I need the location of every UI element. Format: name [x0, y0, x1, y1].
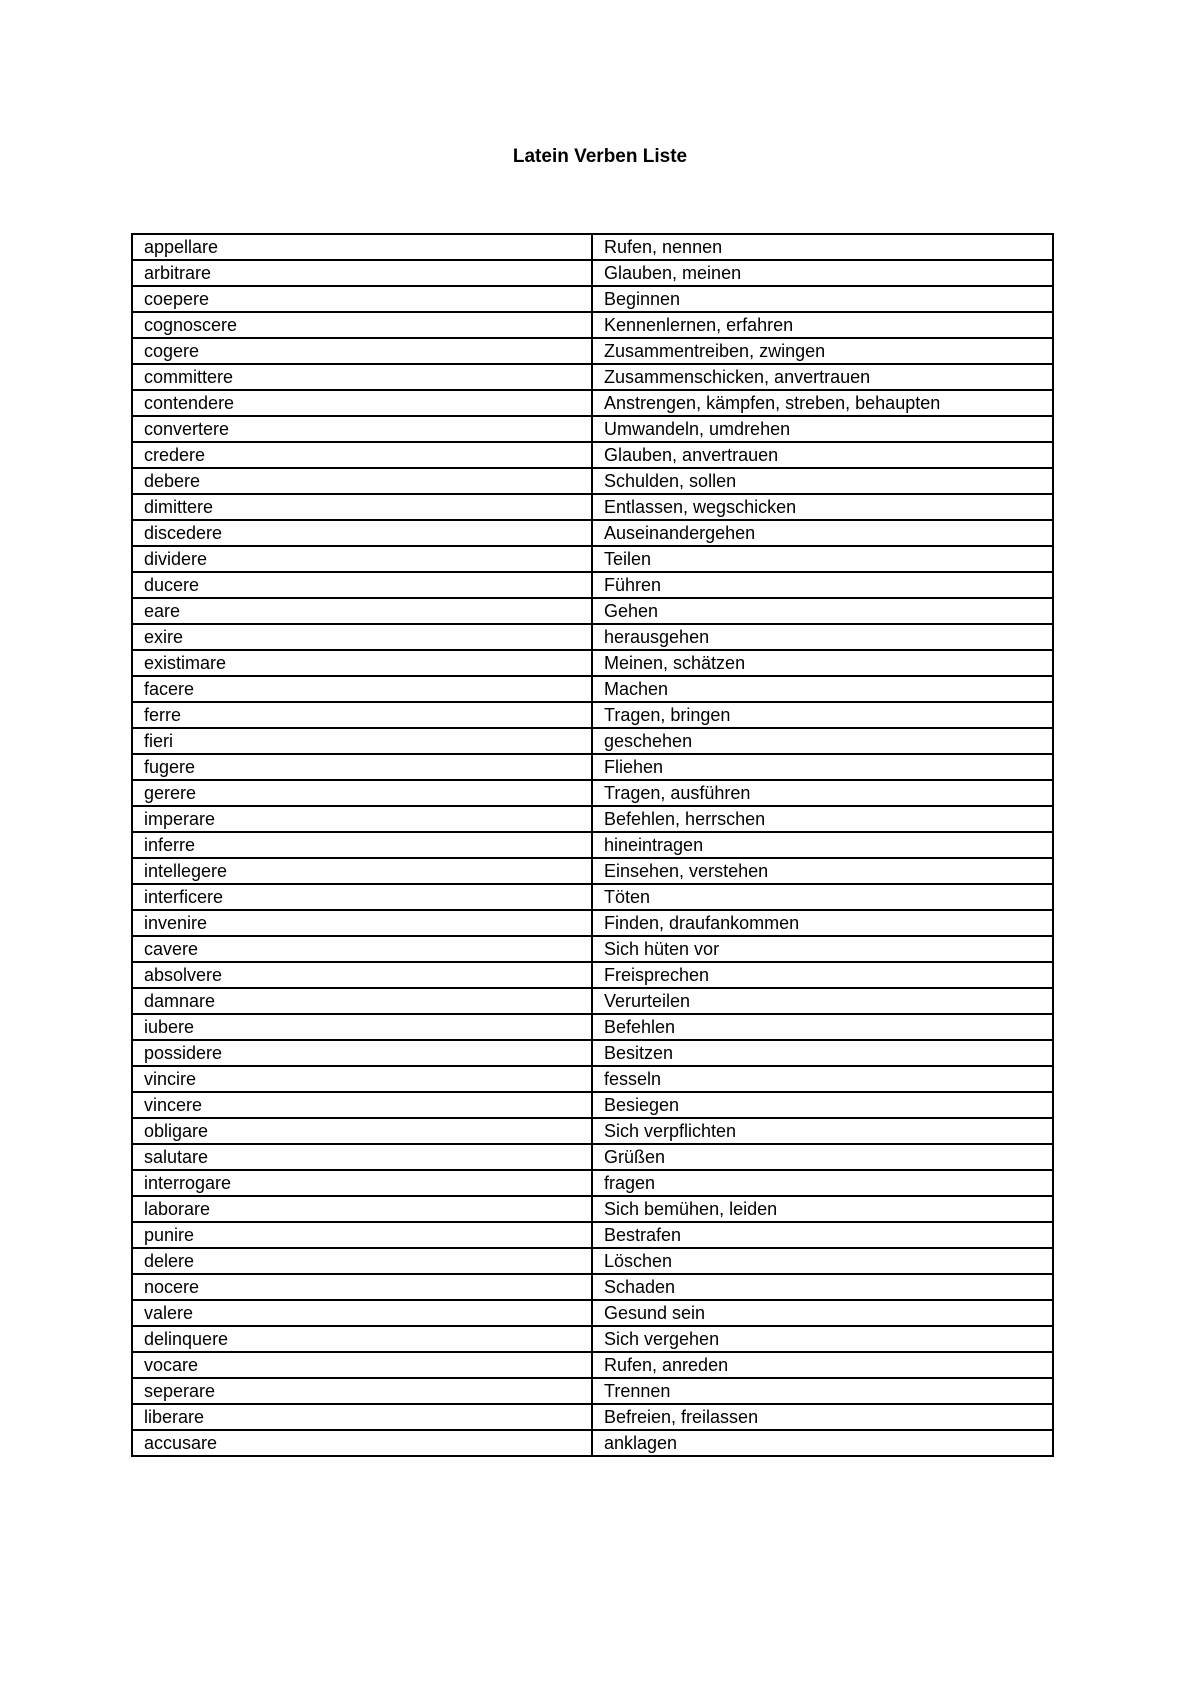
latin-verb-cell: exire	[132, 624, 592, 650]
table-row	[132, 728, 1053, 754]
table-row	[132, 338, 1053, 364]
german-translation-cell: Trennen	[592, 1378, 1053, 1404]
german-translation-cell: geschehen	[592, 728, 1053, 754]
german-translation-cell: Befehlen, herrschen	[592, 806, 1053, 832]
german-translation-cell: fesseln	[592, 1066, 1053, 1092]
latin-verb-cell: dividere	[132, 546, 592, 572]
german-translation-cell: Zusammenschicken, anvertrauen	[592, 364, 1053, 390]
latin-verb-cell: cognoscere	[132, 312, 592, 338]
german-translation-cell: Auseinandergehen	[592, 520, 1053, 546]
german-translation-cell: Sich bemühen, leiden	[592, 1196, 1053, 1222]
latin-verb-cell: nocere	[132, 1274, 592, 1300]
latin-verb-cell: interficere	[132, 884, 592, 910]
latin-verb-cell: coepere	[132, 286, 592, 312]
latin-verb-cell: discedere	[132, 520, 592, 546]
german-translation-cell: Verurteilen	[592, 988, 1053, 1014]
latin-verb-cell: cogere	[132, 338, 592, 364]
latin-verb-cell: accusare	[132, 1430, 592, 1456]
latin-verb-cell: ferre	[132, 702, 592, 728]
latin-verb-cell: salutare	[132, 1144, 592, 1170]
table-row	[132, 962, 1053, 988]
latin-verb-cell: intellegere	[132, 858, 592, 884]
german-translation-cell: Finden, draufankommen	[592, 910, 1053, 936]
latin-verb-cell: fieri	[132, 728, 592, 754]
latin-verb-cell: seperare	[132, 1378, 592, 1404]
german-translation-cell: Besitzen	[592, 1040, 1053, 1066]
table-row	[132, 884, 1053, 910]
table-row	[132, 1118, 1053, 1144]
german-translation-cell: Meinen, schätzen	[592, 650, 1053, 676]
latin-verb-cell: damnare	[132, 988, 592, 1014]
latin-verb-cell: appellare	[132, 234, 592, 260]
german-translation-cell: Tragen, ausführen	[592, 780, 1053, 806]
table-row	[132, 286, 1053, 312]
table-row	[132, 234, 1053, 260]
german-translation-cell: Kennenlernen, erfahren	[592, 312, 1053, 338]
table-row	[132, 1430, 1053, 1456]
latin-verb-cell: committere	[132, 364, 592, 390]
german-translation-cell: Umwandeln, umdrehen	[592, 416, 1053, 442]
table-row	[132, 754, 1053, 780]
latin-verb-cell: inferre	[132, 832, 592, 858]
german-translation-cell: Freisprechen	[592, 962, 1053, 988]
table-row	[132, 1066, 1053, 1092]
table-row	[132, 390, 1053, 416]
german-translation-cell: Einsehen, verstehen	[592, 858, 1053, 884]
table-row	[132, 1248, 1053, 1274]
german-translation-cell: Glauben, anvertrauen	[592, 442, 1053, 468]
latin-verb-cell: punire	[132, 1222, 592, 1248]
german-translation-cell: Gesund sein	[592, 1300, 1053, 1326]
table-row	[132, 1326, 1053, 1352]
german-translation-cell: Sich hüten vor	[592, 936, 1053, 962]
table-row	[132, 832, 1053, 858]
table-row	[132, 676, 1053, 702]
german-translation-cell: Sich vergehen	[592, 1326, 1053, 1352]
latin-verb-cell: possidere	[132, 1040, 592, 1066]
latin-verb-cell: iubere	[132, 1014, 592, 1040]
german-translation-cell: Bestrafen	[592, 1222, 1053, 1248]
table-row	[132, 1196, 1053, 1222]
german-translation-cell: Töten	[592, 884, 1053, 910]
latin-verb-cell: obligare	[132, 1118, 592, 1144]
table-row	[132, 910, 1053, 936]
german-translation-cell: Besiegen	[592, 1092, 1053, 1118]
latin-verb-cell: vincire	[132, 1066, 592, 1092]
table-row	[132, 1170, 1053, 1196]
latin-verb-cell: debere	[132, 468, 592, 494]
german-translation-cell: Befehlen	[592, 1014, 1053, 1040]
table-row	[132, 988, 1053, 1014]
latin-verb-cell: fugere	[132, 754, 592, 780]
latin-verb-cell: liberare	[132, 1404, 592, 1430]
table-row	[132, 572, 1053, 598]
vocabulary-table-body	[132, 234, 1053, 1456]
german-translation-cell: Rufen, anreden	[592, 1352, 1053, 1378]
table-row	[132, 468, 1053, 494]
table-row	[132, 312, 1053, 338]
german-translation-cell: Grüßen	[592, 1144, 1053, 1170]
latin-verb-cell: valere	[132, 1300, 592, 1326]
latin-verb-cell: dimittere	[132, 494, 592, 520]
table-row	[132, 546, 1053, 572]
latin-verb-cell: arbitrare	[132, 260, 592, 286]
latin-verb-cell: vocare	[132, 1352, 592, 1378]
german-translation-cell: Schulden, sollen	[592, 468, 1053, 494]
german-translation-cell: anklagen	[592, 1430, 1053, 1456]
german-translation-cell: Teilen	[592, 546, 1053, 572]
german-translation-cell: Anstrengen, kämpfen, streben, behaupten	[592, 390, 1053, 416]
german-translation-cell: Löschen	[592, 1248, 1053, 1274]
german-translation-cell: Machen	[592, 676, 1053, 702]
german-translation-cell: Zusammentreiben, zwingen	[592, 338, 1053, 364]
german-translation-cell: Schaden	[592, 1274, 1053, 1300]
table-row	[132, 936, 1053, 962]
german-translation-cell: Fliehen	[592, 754, 1053, 780]
german-translation-cell: Führen	[592, 572, 1053, 598]
table-row	[132, 1300, 1053, 1326]
table-row	[132, 1092, 1053, 1118]
latin-verb-cell: facere	[132, 676, 592, 702]
german-translation-cell: hineintragen	[592, 832, 1053, 858]
german-translation-cell: Gehen	[592, 598, 1053, 624]
latin-verb-cell: absolvere	[132, 962, 592, 988]
table-row	[132, 1274, 1053, 1300]
german-translation-cell: Sich verpflichten	[592, 1118, 1053, 1144]
german-translation-cell: Tragen, bringen	[592, 702, 1053, 728]
table-row	[132, 1378, 1053, 1404]
table-row	[132, 494, 1053, 520]
table-row	[132, 598, 1053, 624]
latin-verb-cell: laborare	[132, 1196, 592, 1222]
latin-verb-cell: delere	[132, 1248, 592, 1274]
latin-verb-cell: contendere	[132, 390, 592, 416]
latin-verb-cell: vincere	[132, 1092, 592, 1118]
table-row	[132, 1404, 1053, 1430]
table-row	[132, 416, 1053, 442]
german-translation-cell: Glauben, meinen	[592, 260, 1053, 286]
latin-verb-cell: interrogare	[132, 1170, 592, 1196]
page-title: Latein Verben Liste	[512, 146, 688, 167]
latin-verb-cell: eare	[132, 598, 592, 624]
table-row	[132, 442, 1053, 468]
latin-verb-cell: existimare	[132, 650, 592, 676]
latin-verb-cell: ducere	[132, 572, 592, 598]
german-translation-cell: Rufen, nennen	[592, 234, 1053, 260]
table-row	[132, 702, 1053, 728]
vocabulary-table	[131, 233, 1054, 1457]
table-row	[132, 1144, 1053, 1170]
table-row	[132, 260, 1053, 286]
german-translation-cell: herausgehen	[592, 624, 1053, 650]
latin-verb-cell: convertere	[132, 416, 592, 442]
table-row	[132, 780, 1053, 806]
table-row	[132, 1014, 1053, 1040]
table-row	[132, 624, 1053, 650]
latin-verb-cell: credere	[132, 442, 592, 468]
table-row	[132, 1040, 1053, 1066]
table-row	[132, 806, 1053, 832]
german-translation-cell: Befreien, freilassen	[592, 1404, 1053, 1430]
latin-verb-cell: imperare	[132, 806, 592, 832]
table-row	[132, 858, 1053, 884]
latin-verb-cell: gerere	[132, 780, 592, 806]
latin-verb-cell: delinquere	[132, 1326, 592, 1352]
german-translation-cell: fragen	[592, 1170, 1053, 1196]
german-translation-cell: Beginnen	[592, 286, 1053, 312]
table-row	[132, 520, 1053, 546]
latin-verb-cell: invenire	[132, 910, 592, 936]
table-row	[132, 1352, 1053, 1378]
table-row	[132, 364, 1053, 390]
german-translation-cell: Entlassen, wegschicken	[592, 494, 1053, 520]
latin-verb-cell: cavere	[132, 936, 592, 962]
table-row	[132, 1222, 1053, 1248]
table-row	[132, 650, 1053, 676]
